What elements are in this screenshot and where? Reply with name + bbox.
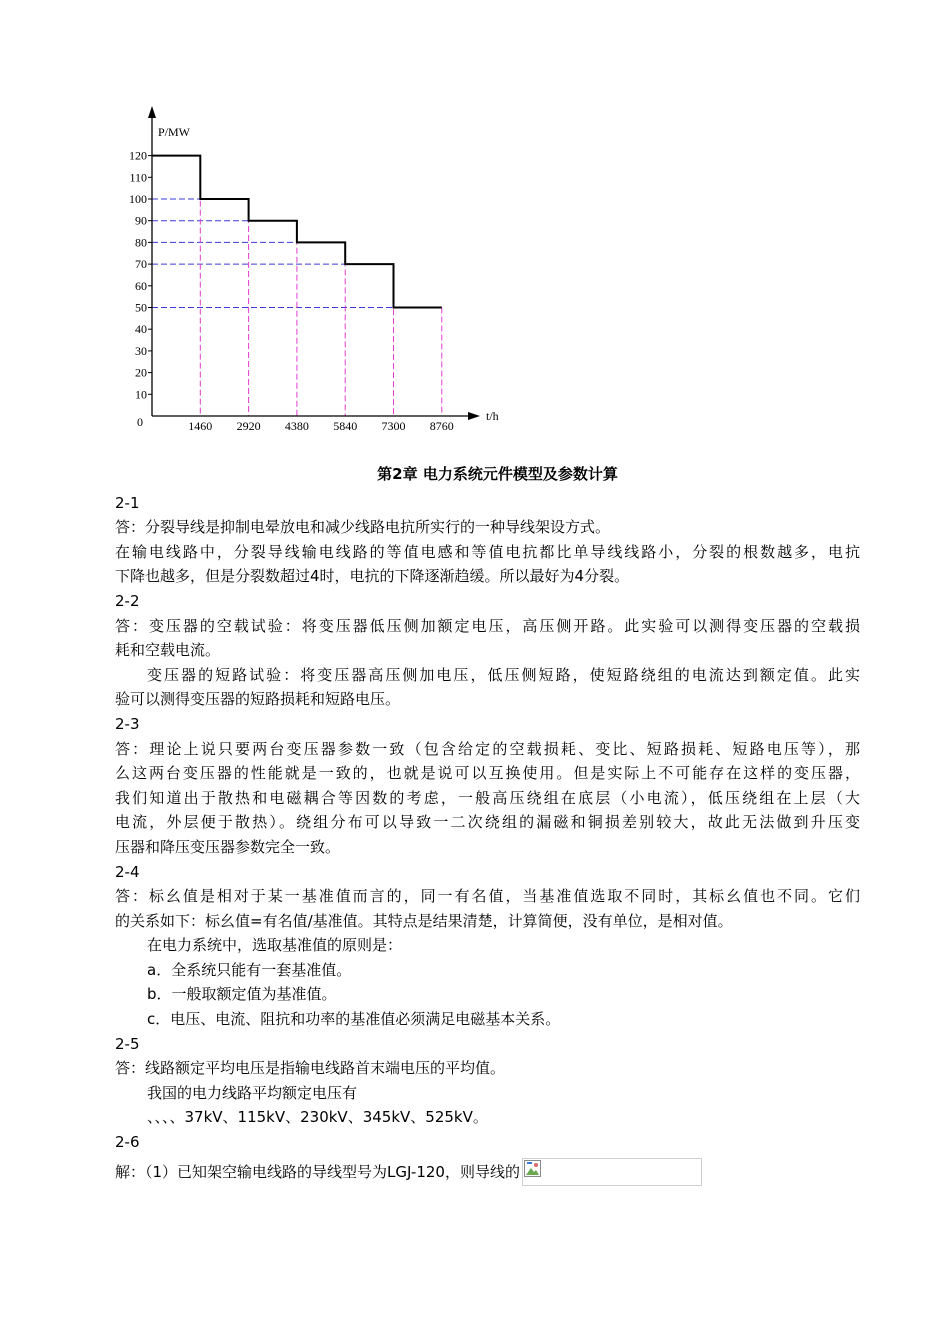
paragraph-line: 验可以测得变压器的短路损耗和短路电压。: [115, 690, 401, 709]
solution-text: 解：（1）已知架空输电线路的导线型号为LGJ-120，则导线的: [115, 1163, 520, 1182]
paragraph-line: 在电力系统中，选取基准值的原则是：: [147, 936, 403, 955]
x-tick-label-2920: 2920: [236, 419, 261, 433]
paragraph-line: 耗和空载电流。: [115, 641, 221, 660]
y-tick-label-40: 40: [135, 322, 147, 337]
chart-guides: [152, 156, 442, 416]
paragraph-line: b．一般取额定值为基准值。: [147, 985, 337, 1004]
y-tick-label-110: 110: [129, 170, 147, 185]
section-number: 2-1: [115, 493, 140, 512]
paragraph-line: 答：变压器的空载试验：将变压器低压侧加额定电压，高压侧开路。此实验可以测得变压器的空载损: [115, 616, 860, 635]
load-duration-chart: [110, 100, 530, 440]
paragraph-line: 答：线路额定平均电压是指输电线路首末端电压的平均值。: [115, 1059, 506, 1078]
paragraph-line: c．电压、电流、阻抗和功率的基准值必须满足电磁基本关系。: [147, 1010, 561, 1029]
y-axis-label: P/MW: [158, 125, 191, 139]
y-tick-label-90: 90: [135, 213, 147, 228]
paragraph-line: 下降也越多，但是分裂数超过4时，电抗的下降逐渐趋缓。所以最好为4分裂。: [115, 567, 630, 586]
paragraph-line: 我们知道出于散热和电磁耦合等因数的考虑，一般高压绕组在底层（小电流），低压绕组在上层（大: [115, 788, 860, 807]
y-tick-label-20: 20: [135, 365, 147, 380]
solution-line: [115, 1157, 860, 1187]
x-axis-label: t/h: [486, 409, 499, 423]
x-tick-label-1460: 1460: [188, 419, 213, 433]
y-tick-label-60: 60: [135, 278, 147, 293]
section-number: 2-4: [115, 862, 140, 881]
section-number: 2-3: [115, 714, 140, 733]
document-body: [115, 462, 860, 1187]
y-tick-label-70: 70: [135, 257, 147, 272]
x-tick-label-5840: 5840: [333, 419, 358, 433]
broken-image-icon: [522, 1158, 702, 1186]
paragraph-line: 电流，外层便于散热）。绕组分布可以导致一二次绕组的漏磁和铜损差别较大，故此无法做到升压变: [115, 813, 860, 832]
chapter-title: 第2章 电力系统元件模型及参数计算: [377, 465, 618, 483]
y-tick-label-80: 80: [135, 235, 147, 250]
section-number: 2-2: [115, 591, 140, 610]
paragraph-line: 变压器的短路试验：将变压器高压侧加电压，低压侧短路，使短路绕组的电流达到额定值。此实: [147, 665, 860, 684]
paragraph-line: 我国的电力线路平均额定电压有: [147, 1083, 358, 1102]
section-number: 2-5: [115, 1034, 140, 1053]
paragraph-line: 答：分裂导线是抑制电晕放电和减少线路电抗所实行的一种导线架设方式。: [115, 518, 611, 537]
paragraph-line: a．全系统只能有一套基准值。: [147, 960, 352, 979]
paragraph-line: 在输电线路中，分裂导线输电线路的等值电感和等值电抗都比单导线线路小，分裂的根数越多，电抗: [115, 542, 860, 561]
x-tick-label-8760: 8760: [429, 419, 454, 433]
paragraph-line: 的关系如下：标幺值=有名值/基准值。其特点是结果清楚，计算简便，没有单位，是相对值。: [115, 911, 733, 930]
y-tick-label-50: 50: [135, 300, 147, 315]
y-tick-label-100: 100: [129, 192, 147, 206]
paragraph-line: 、、、、37kV、115kV、230kV、345kV、525kV。: [147, 1108, 488, 1127]
origin-label: 0: [137, 415, 143, 429]
x-tick-label-4380: 4380: [284, 419, 309, 433]
y-tick-label-30: 30: [135, 343, 147, 358]
x-axis-arrow: [468, 412, 480, 420]
y-axis-arrow: [148, 106, 156, 118]
section-number: 2-6: [115, 1133, 140, 1152]
paragraph-line: 答：理论上说只要两台变压器参数一致（包含给定的空载损耗、变比、短路损耗、短路电压等），那: [115, 739, 860, 758]
y-tick-label-10: 10: [135, 387, 147, 402]
chart-axes: [148, 106, 480, 420]
paragraph-line: 答：标幺值是相对于某一基准值而言的，同一有名值，当基准值选取不同时，其标幺值也不同。它们: [115, 887, 860, 906]
paragraph-line: 么这两台变压器的性能就是一致的，也就是说可以互换使用。但是实际上不可能存在这样的变压器，: [115, 764, 860, 783]
paragraph-line: 压器和降压变压器参数完全一致。: [115, 837, 341, 856]
y-tick-label-120: 120: [129, 148, 147, 163]
x-tick-label-7300: 7300: [381, 419, 406, 433]
